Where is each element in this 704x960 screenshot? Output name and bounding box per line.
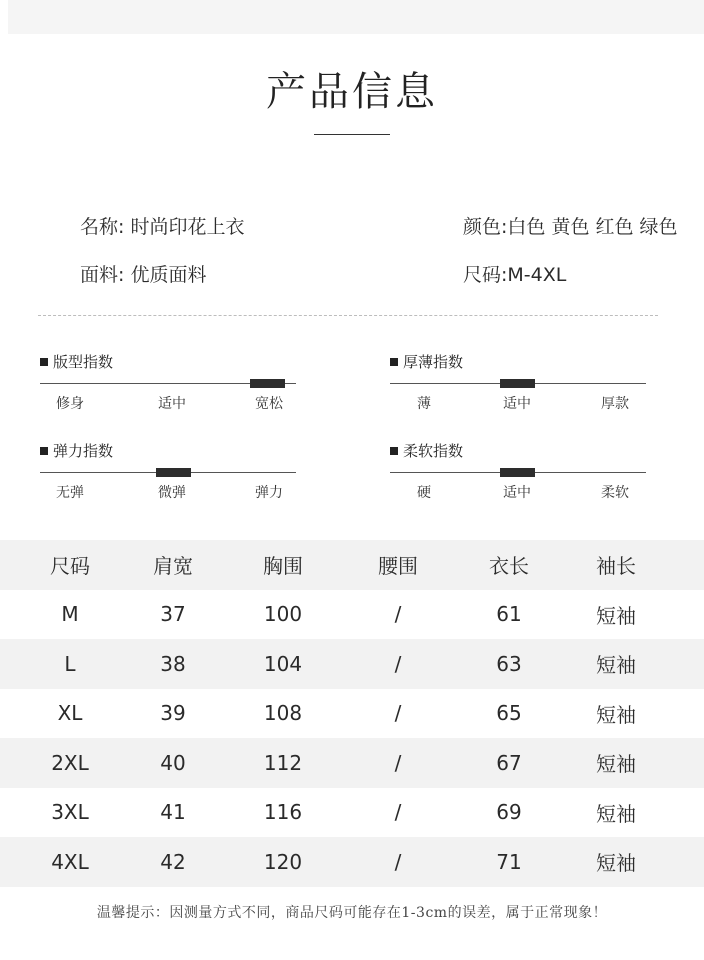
table-cell: / <box>394 602 402 627</box>
table-cell: 69 <box>496 800 522 825</box>
elasticity-index-label: 弹力指数 <box>53 442 114 460</box>
product-size-range: 尺码:M-4XL <box>463 264 567 286</box>
thickness-index-option: 适中 <box>503 396 531 412</box>
table-row <box>0 837 704 887</box>
title-underline <box>314 134 390 135</box>
size-table <box>0 540 704 887</box>
table-cell: 37 <box>160 602 186 627</box>
softness-index-marker <box>500 468 535 477</box>
elasticity-index-option: 微弹 <box>158 485 186 501</box>
table-cell: 100 <box>263 602 303 627</box>
table-cell: 短袖 <box>596 851 636 876</box>
section-divider <box>38 315 658 316</box>
table-cell: / <box>394 849 402 874</box>
thickness-index-option: 薄 <box>417 396 431 412</box>
column-header: 尺码 <box>50 554 90 579</box>
table-cell: 短袖 <box>596 801 636 826</box>
table-header-row <box>0 540 704 590</box>
square-bullet-icon <box>40 447 48 455</box>
table-cell: 65 <box>496 701 522 726</box>
table-cell: 3XL <box>51 800 89 825</box>
softness-index <box>390 442 646 520</box>
fit-index-title <box>40 351 113 372</box>
column-header: 肩宽 <box>153 554 193 579</box>
table-cell: 4XL <box>51 849 89 874</box>
table-cell: XL <box>57 701 83 726</box>
table-cell: 67 <box>496 750 522 775</box>
elasticity-index-title <box>40 440 113 461</box>
elasticity-index-option: 弹力 <box>255 485 283 501</box>
table-cell: 短袖 <box>596 603 636 628</box>
table-cell: L <box>64 651 76 676</box>
softness-index-title <box>390 440 463 461</box>
table-cell: 39 <box>160 701 186 726</box>
thickness-index <box>390 353 646 431</box>
table-cell: 短袖 <box>596 653 636 678</box>
thickness-index-label: 厚薄指数 <box>403 353 464 371</box>
fit-index-option: 适中 <box>158 396 186 412</box>
table-cell: 61 <box>496 602 522 627</box>
softness-index-option: 柔软 <box>601 485 629 501</box>
column-header: 胸围 <box>263 554 303 579</box>
table-cell: 38 <box>160 651 186 676</box>
product-colors: 颜色:白色 黄色 红色 绿色 <box>463 216 678 238</box>
page-title: 产品信息 <box>266 69 438 115</box>
table-cell: 短袖 <box>596 752 636 777</box>
softness-index-label: 柔软指数 <box>403 442 464 460</box>
column-header: 衣长 <box>489 554 529 579</box>
measurement-note: 温馨提示：因测量方式不同，商品尺码可能存在1-3cm的误差，属于正常现象！ <box>96 905 608 921</box>
softness-index-option: 硬 <box>417 485 431 501</box>
table-cell: 116 <box>263 800 303 825</box>
elasticity-index <box>40 442 296 520</box>
table-cell: 104 <box>263 651 303 676</box>
table-cell: 112 <box>263 750 303 775</box>
thickness-index-title <box>390 351 463 372</box>
product-material: 面料: 优质面料 <box>80 264 207 286</box>
elasticity-index-option: 无弹 <box>56 485 84 501</box>
table-cell: 41 <box>160 800 186 825</box>
square-bullet-icon <box>40 358 48 366</box>
fit-index-marker <box>250 379 285 388</box>
fit-index-option: 宽松 <box>255 396 283 412</box>
square-bullet-icon <box>390 447 398 455</box>
product-name: 名称: 时尚印花上衣 <box>80 216 245 238</box>
fit-index-label: 版型指数 <box>53 353 114 371</box>
square-bullet-icon <box>390 358 398 366</box>
table-cell: / <box>394 800 402 825</box>
table-cell: 108 <box>263 701 303 726</box>
thickness-index-marker <box>500 379 535 388</box>
table-cell: / <box>394 651 402 676</box>
softness-index-option: 适中 <box>503 485 531 501</box>
table-cell: 40 <box>160 750 186 775</box>
table-row <box>0 590 704 640</box>
thickness-index-option: 厚款 <box>601 396 629 412</box>
table-cell: M <box>61 602 79 627</box>
table-cell: 71 <box>496 849 522 874</box>
table-row <box>0 639 704 689</box>
fit-index <box>40 353 296 431</box>
table-cell: 63 <box>496 651 522 676</box>
table-cell: 42 <box>160 849 186 874</box>
column-header: 袖长 <box>596 554 636 579</box>
column-header: 腰围 <box>378 554 418 579</box>
elasticity-index-marker <box>156 468 191 477</box>
table-row <box>0 738 704 788</box>
table-cell: 2XL <box>51 750 89 775</box>
table-cell: / <box>394 701 402 726</box>
fit-index-option: 修身 <box>56 396 84 412</box>
table-row <box>0 788 704 838</box>
table-cell: 短袖 <box>596 702 636 727</box>
table-cell: / <box>394 750 402 775</box>
top-banner-strip <box>8 0 704 34</box>
table-row <box>0 689 704 739</box>
table-cell: 120 <box>263 849 303 874</box>
